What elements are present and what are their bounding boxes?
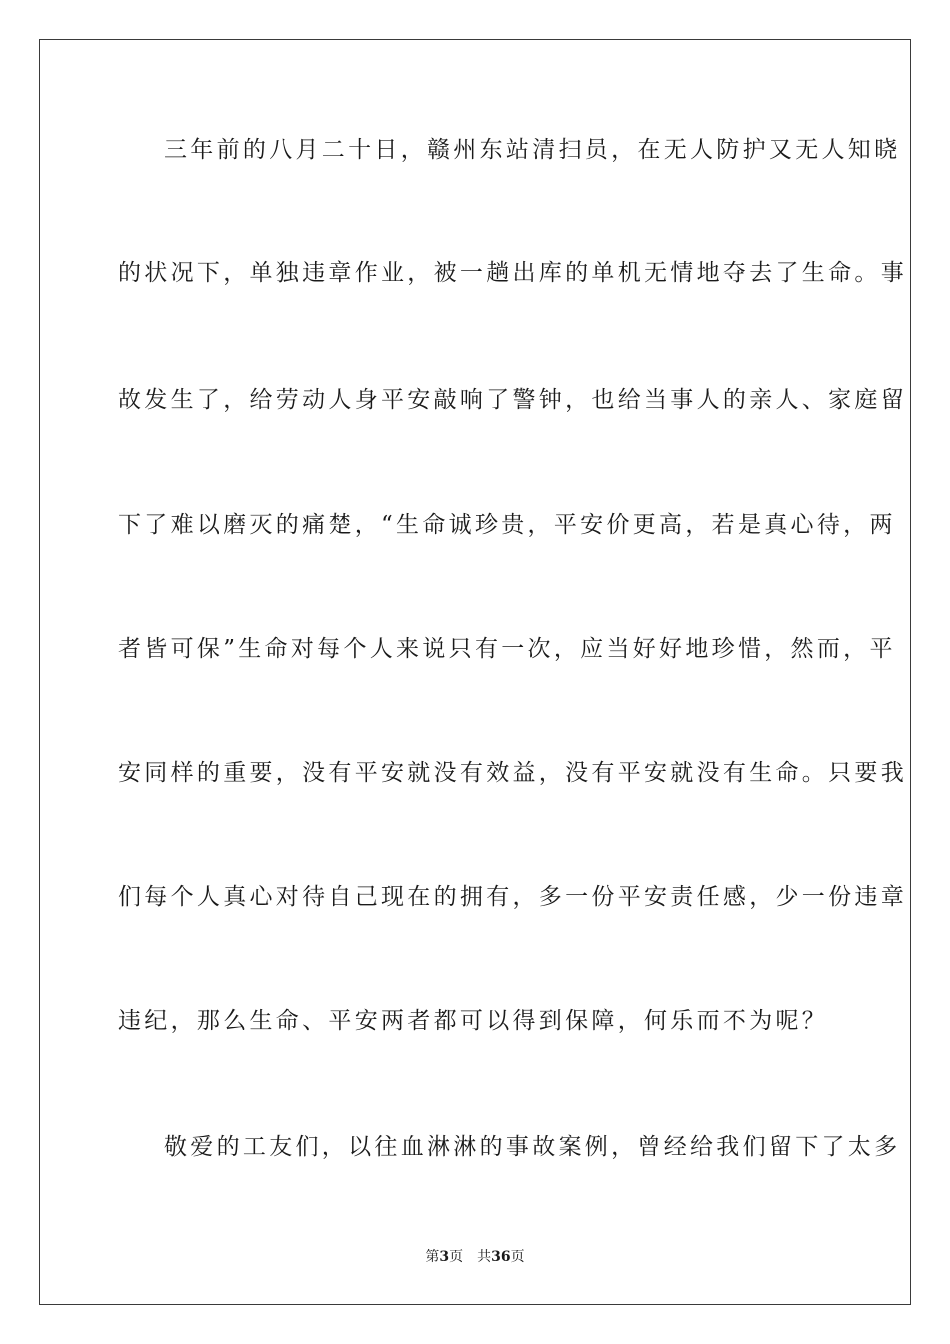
page-footer [0,1247,950,1267]
paragraph-line-8: 违纪，那么生命、平安两者都可以得到保障，何乐而不为呢？ [118,1008,829,1034]
paragraph-line-5: 者皆可保”生命对每个人来说只有一次，应当好好地珍惜，然而，平 [118,636,896,662]
page-border [39,39,911,1305]
page-number: 3 [439,1249,450,1265]
total-suffix: 页 [510,1249,525,1265]
paragraph-line-4: 下了难以磨灭的痛楚，“生命诚珍贵，平安价更高，若是真心待，两 [118,512,896,538]
total-pages: 36 [491,1249,511,1265]
paragraph-line-1: 三年前的八月二十日，赣州东站清扫员，在无人防护又无人知晓 [164,137,901,163]
paragraph-line-3: 故发生了，给劳动人身平安敲响了警钟，也给当事人的亲人、家庭留 [118,387,907,413]
page-prefix: 第 [425,1249,440,1265]
paragraph-line-7: 们每个人真心对待自己现在的拥有，多一份平安责任感，少一份违章 [118,884,907,910]
paragraph-line-2: 的状况下，单独违章作业，被一趟出库的单机无情地夺去了生命。事 [118,260,907,286]
paragraph-line-9: 敬爱的工友们，以往血淋淋的事故案例，曾经给我们留下了太多 [164,1134,901,1160]
page-suffix: 页 [449,1249,464,1265]
paragraph-line-6: 安同样的重要，没有平安就没有效益，没有平安就没有生命。只要我 [118,760,907,786]
total-prefix: 共 [477,1249,492,1265]
